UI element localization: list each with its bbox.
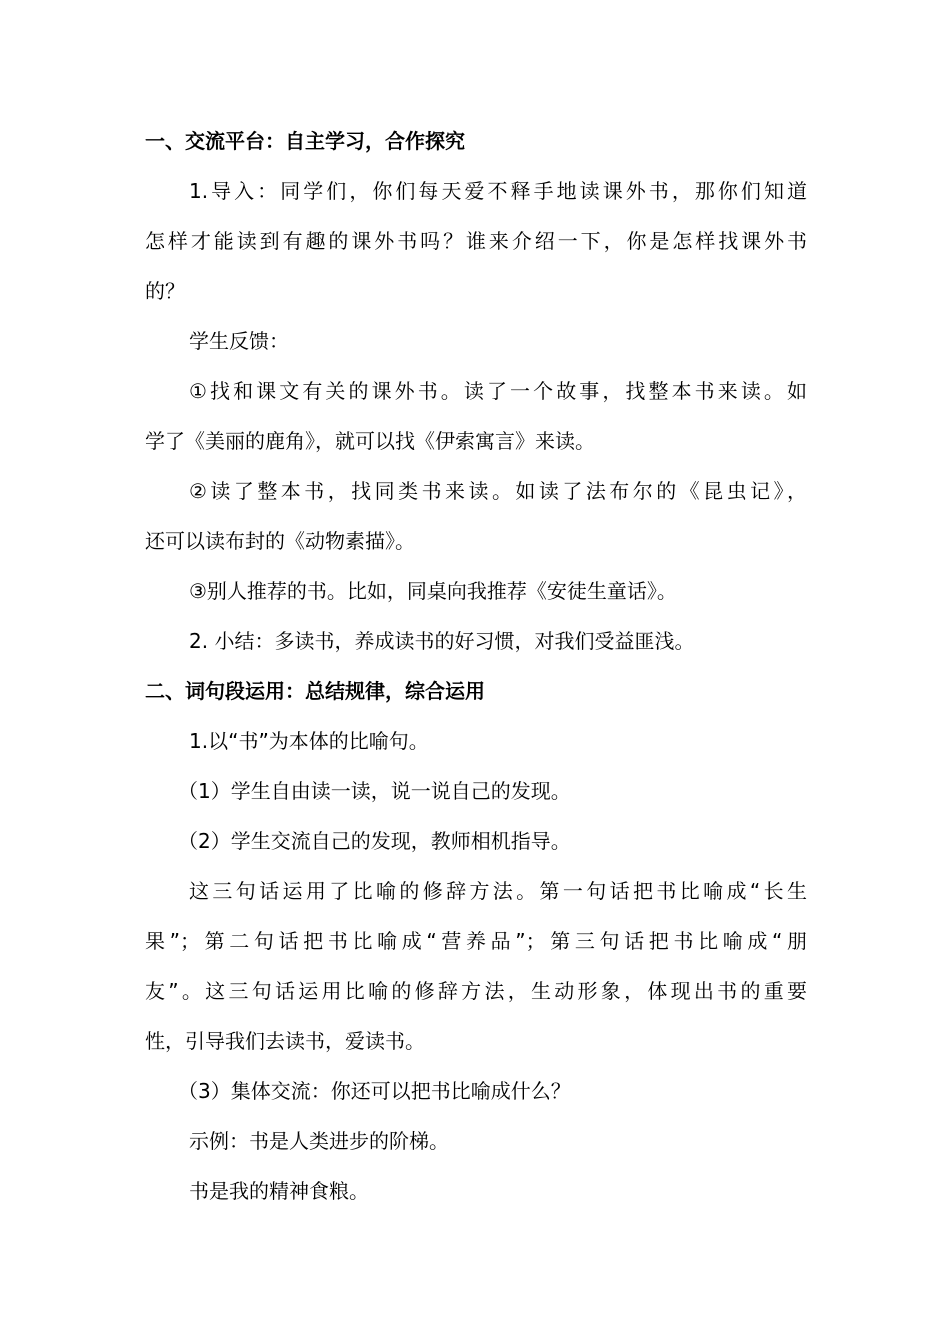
intro-line-1: 1.导入：同学们，你们每天爱不释手地读课外书，那你们知道 [189,179,807,203]
feedback-item-2-line-1: ②读了整本书，找同类书来读。如读了法布尔的《昆虫记》， [189,479,807,503]
step-1: （1）学生自由读一读，说一说自己的发现。 [178,779,571,803]
analysis-line-4: 性，引导我们去读书，爱读书。 [145,1029,425,1053]
example-1: 示例：书是人类进步的阶梯。 [189,1129,449,1153]
feedback-item-2-line-2: 还可以读布封的《动物素描》。 [145,529,415,553]
feedback-item-1-line-2: 学了《美丽的鹿角》，就可以找《伊索寓言》来读。 [145,429,595,453]
point-1: 1.以“书”为本体的比喻句。 [189,729,429,753]
feedback-item-1-line-1: ①找和课文有关的课外书。读了一个故事，找整本书来读。如 [189,379,807,403]
step-2: （2）学生交流自己的发现，教师相机指导。 [178,829,571,853]
section2-heading: 二、词句段运用：总结规律，综合运用 [145,679,485,703]
analysis-line-1: 这三句话运用了比喻的修辞方法。第一句话把书比喻成“长生 [189,879,807,903]
step-3: （3）集体交流：你还可以把书比喻成什么？ [178,1079,571,1103]
intro-line-2: 怎样才能读到有趣的课外书吗？谁来介绍一下，你是怎样找课外书 [145,229,807,253]
feedback-label: 学生反馈： [189,329,289,353]
analysis-line-2: 果”；第二句话把书比喻成“营养品”；第三句话把书比喻成“朋 [145,929,807,953]
summary: 2. 小结：多读书，养成读书的好习惯，对我们受益匪浅。 [189,629,695,653]
feedback-item-3: ③别人推荐的书。比如，同桌向我推荐《安徒生童话》。 [189,579,677,603]
section1-heading: 一、交流平台：自主学习，合作探究 [145,129,465,153]
analysis-line-3: 友”。这三句话运用比喻的修辞方法，生动形象，体现出书的重要 [145,979,807,1003]
example-2: 书是我的精神食粮。 [189,1179,369,1203]
intro-line-3: 的？ [145,279,185,303]
